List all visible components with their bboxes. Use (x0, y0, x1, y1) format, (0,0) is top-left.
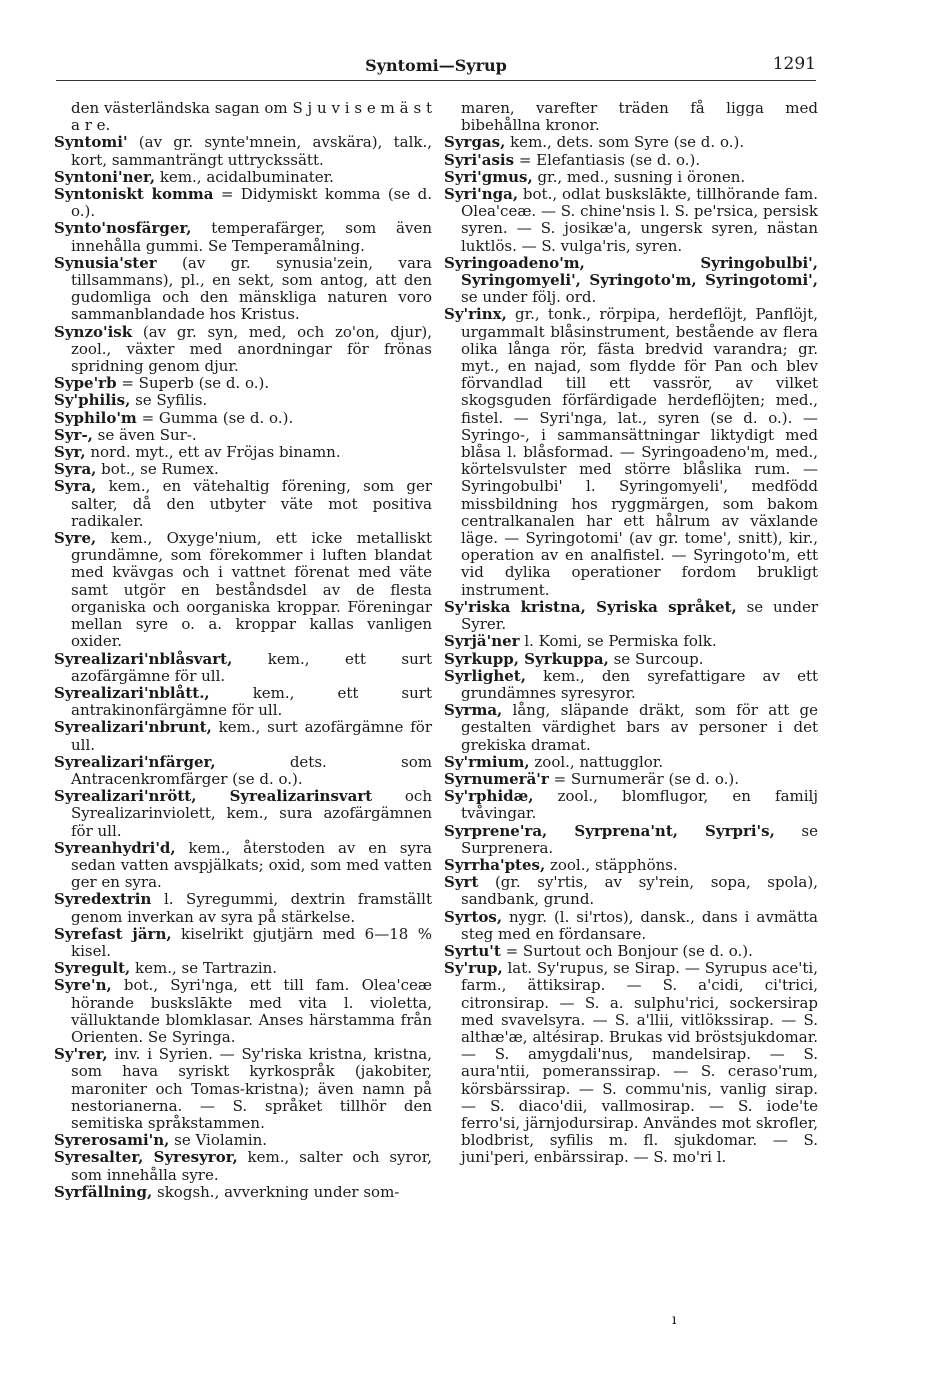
dictionary-entry (444, 668, 818, 702)
entry-definition: nord. myt., ett av Fröjas binamn. (85, 443, 341, 462)
entry-definition: kem., den syrefattigare av ett grundämnes syresyror. (461, 666, 818, 702)
entry-definition: dets. som Antracenkromfärger (se d. o.). (71, 752, 432, 788)
dictionary-entry (54, 220, 432, 254)
entry-headword: Syrefast järn, (54, 924, 172, 943)
page-number: 1291 (772, 54, 816, 74)
entry-headword: Syra, (54, 460, 97, 479)
entry-definition: l. Syregummi, dextrin framställt genom inverkan av syra på stärkelse. (71, 890, 432, 926)
entry-definition: (av gr. synusia'zein, vara tillsammans), pl., en sekt, som antog, att den gudomliga och den mänskliga naturen voro sammanblandade hos Kristus. (71, 253, 432, 324)
entry-definition: kem., ett surt azofärgämne för ull. (71, 649, 432, 685)
entry-headword: Syntomi' (54, 133, 128, 152)
entry-definition: kem., surt azofärgämne för ull. (71, 718, 432, 754)
entry-headword: Synusia'ster (54, 253, 157, 272)
dictionary-entry (54, 891, 432, 925)
entry-headword: Syrkupp, Syrkuppa, (444, 649, 609, 668)
entry-headword: Syreanhydri'd, (54, 838, 176, 857)
entry-headword: Syredextrin (54, 890, 152, 909)
entry-headword: Syr-, (54, 425, 93, 444)
entry-definition: nygr. (l. si'rtos), dansk., dans i avmätta steg med en fördansare. (461, 907, 818, 943)
entry-definition: = Elefantiasis (se d. o.). (514, 150, 701, 169)
dictionary-entry (54, 651, 432, 685)
entry-headword: Syrealizari'nbrunt, (54, 718, 212, 737)
entry-definition: bot., se Rumex. (96, 460, 219, 479)
dictionary-entry (54, 410, 432, 427)
entry-headword: Syrma, (444, 701, 503, 720)
dictionary-entry (54, 324, 432, 376)
entry-headword: Syrtu't (444, 941, 501, 960)
running-title: Syntomi—Syrup (365, 56, 507, 75)
entry-headword: Syrlighet, (444, 666, 526, 685)
dictionary-entry (54, 427, 432, 444)
dictionary-entry (444, 306, 818, 598)
dictionary-entry (54, 840, 432, 892)
dictionary-entry (54, 444, 432, 461)
entry-definition: inv. i Syrien. — Sy'riska kristna, kristna, som hava syriskt kyrkospråk (jakobiter, maroniter och Tomas-kristna); även namn på nestorianerna. — S. språket tillhör den semitiska språkstammen. (71, 1045, 432, 1132)
entry-headword: Syre, (54, 529, 97, 548)
dictionary-entry (444, 943, 818, 960)
entry-headword: Synto'nosfärger, (54, 219, 192, 238)
dictionary-entry (444, 823, 818, 857)
dictionary-entry (54, 754, 432, 788)
entry-headword: Syntoniskt komma (54, 185, 214, 204)
entry-definition: kem., se Tartrazin. (130, 959, 278, 978)
entry-headword: Syra, (54, 477, 97, 496)
dictionary-entry (54, 461, 432, 478)
dictionary-entry (54, 530, 432, 650)
entry-headword: Syrerosami'n, (54, 1131, 170, 1150)
entry-headword: Syri'asis (444, 150, 515, 169)
dictionary-entry (54, 134, 432, 168)
entry-definition: (av gr. syn, med, och zo'on, djur), zool., växter med anordningar för frönas spridning genom djur. (71, 322, 432, 376)
entry-definition: (gr. sy'rtis, av sy'rein, sopa, spola), sandbank, grund. (461, 873, 818, 909)
entry-headword: Syrfällning, (54, 1182, 153, 1201)
dictionary-entry (444, 874, 818, 908)
entry-headword: Syregult, (54, 959, 131, 978)
dictionary-entry (54, 186, 432, 220)
entry-definition: se under följ. ord. (461, 288, 597, 307)
entry-definition: kiselrikt gjutjärn med 6—18 % kisel. (71, 924, 432, 960)
dictionary-entry (54, 1132, 432, 1149)
dictionary-entry (54, 255, 432, 324)
dictionary-entry (444, 754, 818, 771)
entry-headword: Sy'rphidæ, (444, 787, 534, 806)
entry-definition: = Surtout och Bonjour (se d. o.). (500, 941, 753, 960)
dictionary-entry (444, 702, 818, 754)
entry-definition: = Surnumerär (se d. o.). (548, 769, 739, 788)
entry-headword: Syntoni'ner, (54, 167, 156, 186)
entry-definition: gr., med., susning i öronen. (532, 167, 746, 186)
entry-definition: l. Komi, se Permiska folk. (519, 632, 717, 651)
dictionary-entry (444, 186, 818, 255)
entry-definition: kem., dets. som Syre (se d. o.). (505, 133, 745, 152)
entry-headword: Syrealizari'nrött, Syrealizarinsvart (54, 787, 373, 806)
entry-definition: och Syrealizarinviolett, kem., sura azofärgämnen för ull. (71, 787, 432, 840)
entry-definition: se under Syrer. (461, 597, 818, 634)
entry-definition: se även Sur-. (92, 425, 197, 444)
entry-definition: se Surcoup. (608, 649, 704, 668)
entry-definition: temperafärger, som även innehålla gummi. Se Temperamålning. (71, 219, 432, 255)
dictionary-entry (54, 977, 432, 1046)
right-column (444, 100, 818, 1167)
running-header (56, 54, 816, 78)
dictionary-entry (444, 169, 818, 186)
entry-headword: Syresalter, Syresyror, (54, 1148, 238, 1167)
entry-definition: lång, släpande dräkt, som för att ge gestalten värdighet bars av personer i det grekiska dramat. (461, 701, 818, 754)
entry-headword: Syrprene'ra, Syrprena'nt, Syrpri's, (444, 821, 775, 840)
entry-headword: Syrtos, (444, 907, 503, 926)
dictionary-entry (54, 1184, 432, 1201)
dictionary-entry (444, 100, 818, 134)
footer-mark: ı (672, 1312, 677, 1328)
entry-headword: Syrjä'ner (444, 632, 520, 651)
entry-definition: kem., en vätehaltig förening, som ger salter, då den utbyter väte mot positiva radikaler. (71, 477, 432, 530)
entry-headword: Syr, (54, 443, 86, 462)
dictionary-entry (54, 392, 432, 409)
dictionary-entry (54, 1149, 432, 1183)
entry-definition: = Gumma (se d. o.). (136, 408, 294, 427)
entry-headword: Sy'rup, (444, 959, 503, 978)
dictionary-entry (444, 857, 818, 874)
dictionary-entry (444, 651, 818, 668)
entry-headword: Sy'rmium, (444, 752, 530, 771)
dictionary-entry (444, 909, 818, 943)
left-column (54, 100, 432, 1201)
entry-definition: se Surprenera. (461, 821, 818, 857)
entry-definition: kem., salter och syror, som innehålla syre. (71, 1148, 432, 1184)
entry-definition: bot., Syri'nga, ett till fam. Olea'ceæ hörande buskslākte med vita l. violetta, välluktande blomklasar. Anses härstamma från Orienten. Se Syringa. (71, 976, 432, 1046)
dictionary-entry (444, 134, 818, 151)
entry-definition: (av gr. synte'mnein, avskära), talk., kort, sammanträngt uttryckssätt. (71, 133, 432, 169)
dictionary-entry (54, 960, 432, 977)
dictionary-entry (444, 152, 818, 169)
entry-headword: Syre'n, (54, 976, 112, 995)
dictionary-entry (444, 960, 818, 1166)
header-rule (56, 80, 816, 81)
entry-headword: Sy'rinx, (444, 305, 507, 324)
entry-definition: = Didymiskt komma (se d. o.). (71, 185, 433, 221)
dictionary-entry (444, 633, 818, 650)
entry-definition: gr., tonk., rörpipa, herdeflöjt, Panflöjt, urgammalt blåsinstrument, bestående av flera olika långa rör, fästa bredvid varandra; gr. myt., en najad, som flydde för Pan och blev förvandlad till ett vassrör, av vilket skogsguden förfärdigade herdeflöjten; med., fistel. — Syri'nga, lat., syren (se d. o.). — Syringo-, i sammansättningar liktydigt med blåsa l. blåsformad. — Syringoadeno'm, med., körtelsvulster med större blåslika rum. — Syringobulbi' l. Syringomyeli', medfödd missbildning hos ryggmärgen, som bakom centralkanalen har ett hålrum av växlande läge. — Syringotomi' (av gr. tome', snitt), kir., operation av en analfistel. — Syringoto'm, ett vid dylika operationer fordom brukligt instrument. (461, 305, 818, 599)
entry-headword: Syri'nga, (444, 185, 519, 204)
dictionary-entry (54, 478, 432, 530)
dictionary-entry (444, 771, 818, 788)
entry-headword: Syringoadeno'm, Syringobulbi', Syringomyeli', Syringoto'm, Syringotomi', (444, 253, 818, 290)
entry-headword: Syrealizari'nblåsvart, (54, 649, 233, 668)
entry-definition: se Violamin. (169, 1131, 268, 1150)
entry-headword: Sype'rb (54, 374, 117, 393)
entry-definition: den västerländska sagan om S j u v i s e m ä s t a r e. (71, 99, 432, 135)
dictionary-entry (444, 599, 818, 633)
dictionary-entry (54, 100, 432, 134)
entry-headword: Syphilo'm (54, 408, 137, 427)
entry-definition: lat. Sy'rupus, se Sirap. — Syrupus ace'ti, farm., ättiksirap. — S. a'cidi, ci'trici, citronsirap. — S. a. sulphu'rici, sockersirap med svavelsyra. — S. a'llii, vitlökssirap. — S. althæ'æ, altésirap. Brukas vid bröstsjukdomar. — S. amygdali'nus, mandelsirap. — S. aura'ntii, pomeranssirap. — S. ceraso'rum, körsbärssirap. — S. commu'nis, vanlig sirap. — S. diaco'dii, vallmosirap. — S. iode'te ferro'si, järnjodursirap. Användes mot skrofler, blodbrist, syfilis m. fl. sjukdomar. — S. juni'peri, enbärssirap. — S. mo'ri l. (461, 959, 818, 1167)
dictionary-entry (54, 926, 432, 960)
entry-definition: zool., nattugglor. (529, 752, 664, 771)
entry-definition: = Superb (se d. o.). (116, 374, 270, 393)
entry-headword: Syrealizari'nfärger, (54, 752, 216, 771)
entry-definition: skogsh., avverkning under som- (152, 1182, 400, 1201)
dictionary-entry (444, 255, 818, 307)
entry-definition: zool., blomflugor, en familj tvåvingar. (461, 787, 818, 823)
entry-headword: Syrgas, (444, 133, 506, 152)
dictionary-entry (444, 788, 818, 822)
entry-definition: kem., Oxyge'nium, ett icke metalliskt grundämne, som förekommer i luften blandat med kvävgas och i vattnet förenat med väte samt utgör en beståndsdel av de flesta organiska och oorganiska kroppar. Föreningar mellan syre o. a. kroppar kallas vanligen oxider. (71, 529, 432, 651)
entry-definition: bot., odlat buskslākte, tillhörande fam. Olea'ceæ. — S. chine'nsis l. S. pe'rsica, persisk syren. — S. josikæ'a, ungersk syren, nästan luktlös. — S. vulga'ris, syren. (461, 185, 818, 255)
dictionary-entry (54, 1046, 432, 1132)
entry-headword: Syrt (444, 873, 479, 892)
entry-headword: Sy'rer, (54, 1045, 108, 1064)
entry-definition: zool., stäpphöns. (545, 855, 678, 874)
entry-headword: Syrnumerä'r (444, 769, 549, 788)
entry-definition: maren, varefter träden få ligga med bibehållna kronor. (461, 99, 818, 135)
dictionary-entry (54, 169, 432, 186)
dictionary-entry (54, 375, 432, 392)
dictionary-entry (54, 719, 432, 753)
entry-definition: se Syfilis. (130, 391, 208, 410)
entry-headword: Sy'riska kristna, Syriska språket, (444, 597, 737, 616)
entry-headword: Sy'philis, (54, 391, 131, 410)
entry-headword: Syri'gmus, (444, 167, 533, 186)
entry-definition: kem., acidalbuminater. (155, 167, 334, 186)
entry-definition: kem., återstoden av en syra sedan vatten avspjälkats; oxid, som med vatten ger en syra. (71, 838, 432, 892)
entry-headword: Synzo'isk (54, 322, 133, 341)
entry-definition: kem., ett surt antrakinonfärgämne för ull. (71, 683, 432, 720)
dictionary-entry (54, 685, 432, 719)
entry-headword: Syrealizari'nblått., (54, 683, 210, 702)
dictionary-entry (54, 788, 432, 840)
entry-headword: Syrrha'ptes, (444, 855, 546, 874)
